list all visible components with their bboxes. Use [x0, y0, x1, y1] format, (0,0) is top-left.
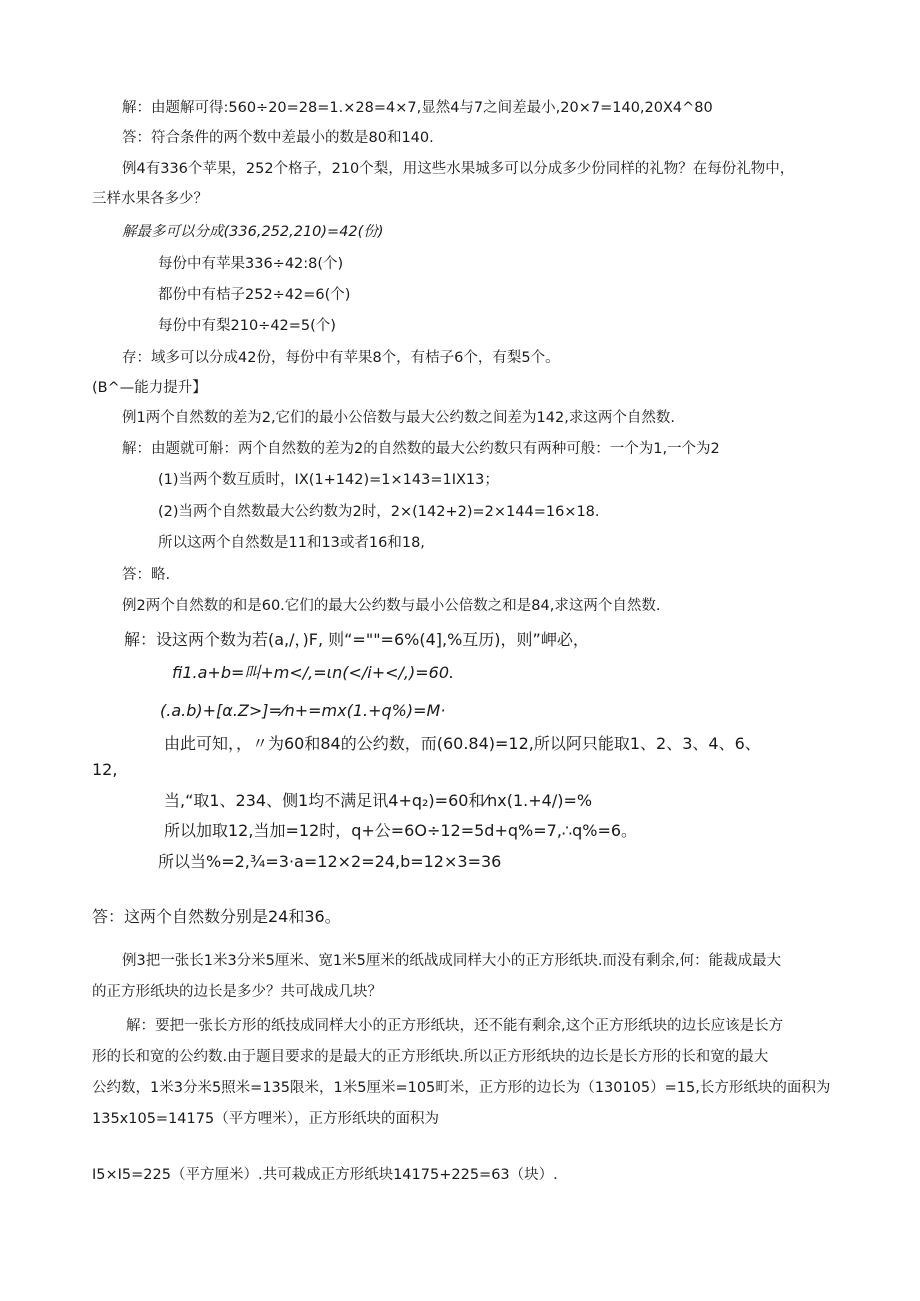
text-line-13: (1)当两个数互质时，IX(1+142)=1×143=1IX13； — [158, 472, 499, 488]
text-line-29: 解：要把一张长方形的纸技成同样大小的正方形纸块，还不能有剩余,这个正方形纸块的边长应该是长方 — [126, 1018, 784, 1034]
text-line-32: 135x105=14175（平方哩米），正方形纸块的面积为 — [92, 1111, 439, 1127]
text-line-12: 解：由题就可斛：两个自然数的差为2的自然数的最大公约数只有两种可般：一个为1,一个为2 — [122, 441, 720, 457]
text-line-3: 例4有336个苹果，252个格子，210个梨，用这些水果城多可以分成多少份同样的礼物？在每份礼物中， — [122, 161, 795, 177]
text-line-17: 例2两个自然数的和是60.它们的最大公约数与最小公倍数之和是84,求这两个自然数. — [122, 598, 661, 614]
section-heading: (B^—能力提升】 — [92, 380, 207, 396]
text-line-15: 所以这两个自然数是11和13或者16和18, — [158, 535, 425, 551]
text-line-21: 由此可知，，〃为60和84的公约数，而(60.84)=12,所以阿只能取1、2、3、4、6、 — [164, 734, 761, 753]
text-line-4: 三样水果各多少？ — [92, 191, 208, 207]
text-line-30: 形的长和宽的公约数.由于题目要求的是最大的正方形纸块.所以正方形纸块的边长是长方形的长和宽的最大 — [92, 1049, 769, 1065]
text-line-7: 都份中有桔子252÷42=6(个) — [158, 287, 351, 303]
text-line-2: 答：符合条件的两个数中差最小的数是80和140. — [122, 130, 434, 146]
text-line-26: 答：这两个自然数分别是24和36。 — [92, 907, 341, 926]
text-line-14: (2)当两个自然数最大公约数为2时，2×(142+2)=2×144=16×18. — [158, 504, 600, 520]
text-line-18: 解：设这两个数为若(a,/，)F, 则“=""=6%(4],%互历)，则”岬必， — [124, 630, 589, 649]
text-line-16: 答：略. — [122, 567, 171, 583]
text-line-8: 每份中有梨210÷42=5(个) — [158, 318, 336, 334]
formula-line-1: fi1.a+b=叫+m</,=ιn(</i+</,)=60. — [172, 663, 455, 682]
text-line-33: I5×I5=225（平方厘米）.共可栽成正方形纸块14175+225=63（块）. — [92, 1167, 558, 1183]
text-line-9: 存：域多可以分成42份，每份中有苹果8个，有桔子6个，有梨5个。 — [122, 350, 560, 366]
text-line-31: 公约数，1米3分米5照米=135限米，1米5厘米=105町米，正方形的边长为（130105）=15,长方形纸块的面积为 — [92, 1080, 831, 1096]
text-line-5: 解最多可以分成(336,252,210)=42(份) — [122, 224, 384, 240]
text-line-23: 当,“取1、234、侧1均不满足讯4+q₂)=60和⁄nx(1.+4/)=% — [164, 791, 593, 810]
text-line-27: 例3把一张长1米3分米5厘米、宽1米5厘米的纸战成同样大小的正方形纸块.而没有剩余,何：能裁成最大 — [122, 953, 782, 969]
text-line-25: 所以当%=2,¾=3·a=12×2=24,b=12×3=36 — [158, 852, 502, 871]
text-line-6: 每份中有苹果336÷42:8(个) — [158, 256, 344, 272]
text-line-28: 的正方形纸块的边长是多少？共可战成几块？ — [92, 984, 382, 1000]
formula-line-2: (.a.b)+[α.Z>]=⁄n+=mx(1.+q%)=M· — [160, 701, 446, 720]
text-line-22: 12, — [92, 760, 118, 779]
text-line-1: 解：由题解可得:560÷20=28=1.×28=4×7,显然4与7之间差最小,20×7=140,20X4^80 — [122, 100, 713, 116]
text-line-11: 例1两个自然数的差为2,它们的最小公倍数与最大公约数之间差为142,求这两个自然数. — [122, 410, 675, 426]
text-line-24: 所以加取12,当加=12时，q+公=6O÷12=5d+q%=7,∴q%=6。 — [164, 821, 638, 840]
